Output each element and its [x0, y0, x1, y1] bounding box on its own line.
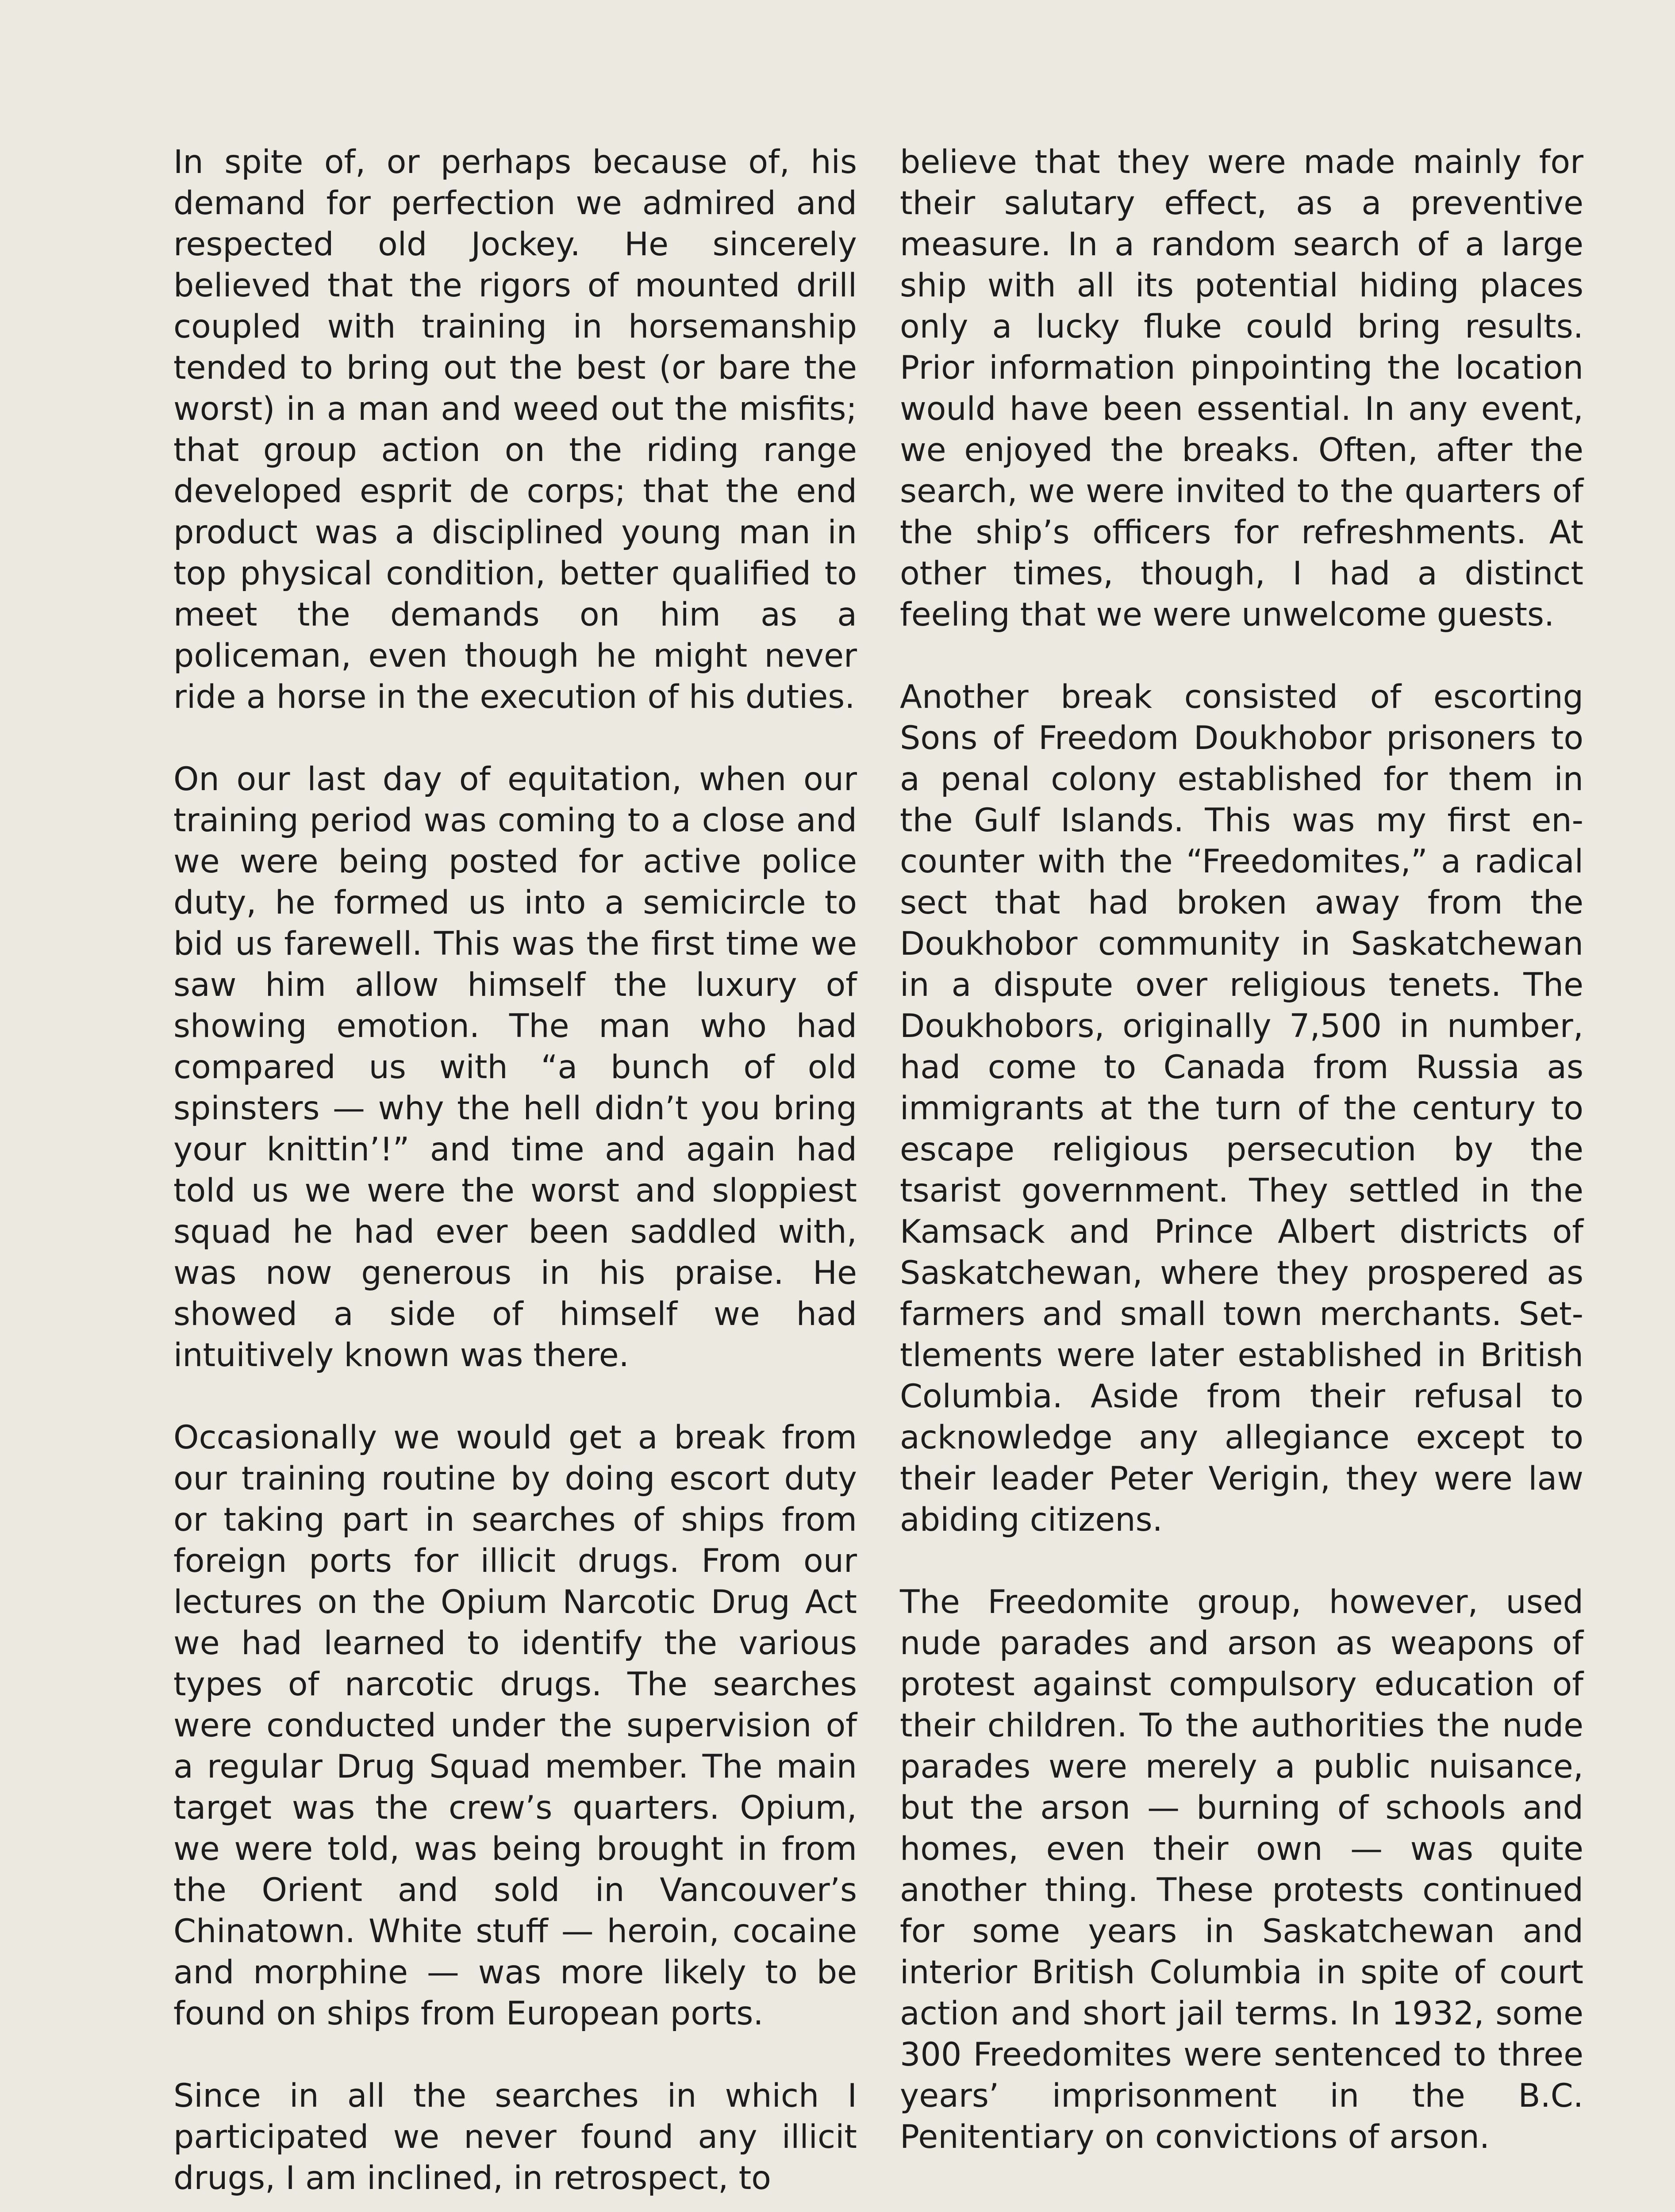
- paragraph-freedomite-protests: The Freedomite group, however, used nude parades and arson as weapons of protest against compulsory education of their children. To the authorities the nude parades were merely a public nuisance, but the arson — burning of schools and homes, even their own — was quite another thing. These protests continued for some years in Saskatchewan and interior British Columbia in spite of court action and short jail terms. In 1932, some 300 Freedomites were sentenced to three years’ imprisonment in the B.C. Penitentiary on convictions of arson.: [900, 1583, 1583, 2156]
- right-text-column: [900, 142, 1583, 2158]
- paragraph-salutary-effect: believe that they were made mainly for their salutary effect, as a preventive measure. In a random search of a large ship with all its potential hiding places only a lucky fluke could bring results. Prior information pinpointing the location would have been essential. In any event, we enjoyed the breaks. Often, after the search, we were invited to the quarters of the ship’s officers for refreshments. At other times, though, I had a distinct feeling that we were unwelcome guests.: [900, 143, 1583, 634]
- paragraph-jockey-perfection: In spite of, or perhaps because of, his demand for perfection we admired and respected old Jockey. He sincerely believed that the rigors of mounted drill coupled with training in horsemanship tended to bring out the best (or bare the worst) in a man and weed out the misfits; that group action on the riding range developed esprit de corps; that the end product was a disciplined young man in top physical condition, better qualified to meet the demands on him as a policeman, even though he might never ride a horse in the execution of his duties.: [173, 143, 857, 716]
- paragraph-doukhobor-escort: Another break consisted of escorting Sons of Freedom Doukhobor prisoners to a penal colony established for them in the Gulf Islands. This was my first encounter with the “Freedomites,” a radical sect that had broken away from the Doukhobor community in Saskatchewan in a dispute over religious tenets. The Doukhobors, originally 7,500 in number, had come to Canada from Russia as immigrants at the turn of the century to escape religious persecution by the tsarist government. They settled in the Kamsack and Prince Albert districts of Saskatchewan, where they prospered as farmers and small town merchants. Settlements were later established in British Columbia. Aside from their refusal to acknowledge any allegiance except to their leader Peter Verigin, they were law abiding citizens.: [900, 678, 1583, 1539]
- paragraph-searches-retrospect: Since in all the searches in which I participated we never found any illicit drugs, I am inclined, in retrospect, to: [173, 2077, 857, 2197]
- paragraph-last-day-equitation: On our last day of equitation, when our training period was coming to a close and we were being posted for active police duty, he formed us into a semicircle to bid us farewell. This was the first time we saw him allow himself the luxury of showing emotion. The man who had compared us with “a bunch of old spinsters — why the hell didn’t you bring your knittin’!” and time and again had told us we were the worst and sloppiest squad he had ever been saddled with, was now generous in his praise. He showed a side of himself we had intuitively known was there.: [173, 760, 857, 1374]
- paragraph-escort-drug-searches: Occasionally we would get a break from our training routine by doing escort duty or taking part in searches of ships from foreign ports for illicit drugs. From our lectures on the Opium Narcotic Drug Act we had learned to identify the various types of narcotic drugs. The searches were conducted under the supervision of a regular Drug Squad member. The main target was the crew’s quarters. Opium, we were told, was being brought in from the Orient and sold in Vancouver’s Chinatown. White stuff — heroin, cocaine and morphine — was more likely to be found on ships from European ports.: [173, 1419, 857, 2032]
- left-text-column: [173, 142, 857, 2199]
